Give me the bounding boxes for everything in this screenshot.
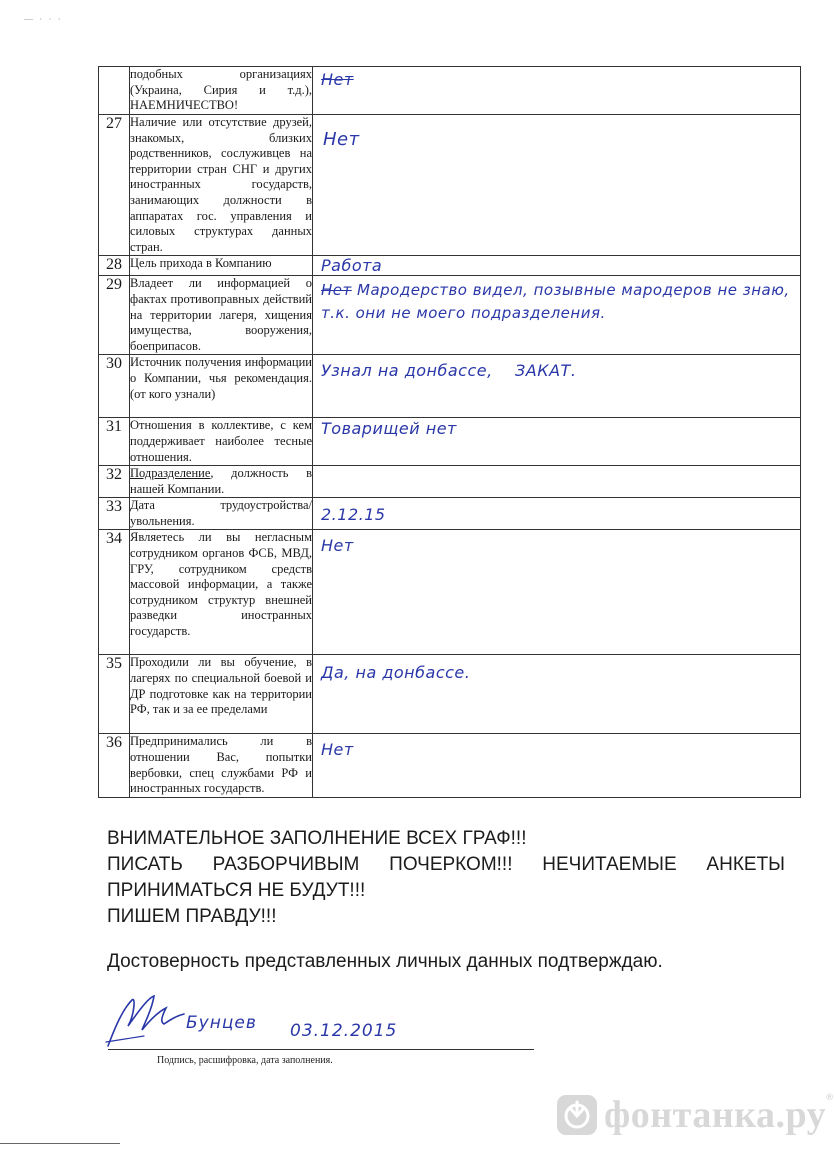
question-text: Цель прихода в Компанию	[130, 256, 313, 276]
signature-name: Бунцев	[186, 1013, 257, 1033]
table-row	[99, 256, 801, 276]
row-number: 35	[99, 655, 130, 734]
question-text: Владеет ли информацией о фактах противоправных действий на территории лагеря, хищения имущества, вооружения, боеприпасов.	[130, 276, 313, 355]
watermark-text: фонтанка.ру	[604, 1094, 827, 1136]
answer-cell	[313, 498, 801, 530]
table-row	[99, 530, 801, 655]
question-text: Источник получения информации о Компании, чья рекомендация. (от кого узнали)	[130, 355, 313, 418]
answer-handwritten: Нет	[321, 740, 354, 760]
question-text: подобных организациях (Украина, Сирия и т.д.), НАЕМНИЧЕСТВО!	[130, 67, 313, 115]
answer-cell	[313, 276, 801, 355]
scan-mark: — · · ·	[24, 14, 63, 24]
table-row	[99, 466, 801, 498]
question-text: Являетесь ли вы негласным сотрудником органов ФСБ, МВД, ГРУ, сотрудником средств массовой информации, а также сотрудником структур внешней разведки иностранных государств.	[130, 530, 313, 655]
answer-handwritten: Нет	[321, 536, 354, 556]
answer-handwritten: Товарищей нет	[321, 419, 457, 439]
question-text: Проходили ли вы обучение, в лагерях по специальной боевой и ДР подготовке как на территории РФ, так и за ее пределами	[130, 655, 313, 734]
row-number: 33	[99, 498, 130, 530]
fontanka-logo-icon	[556, 1094, 598, 1136]
answer-struck: Нет	[321, 70, 354, 89]
answer-cell	[313, 466, 801, 498]
signature-line	[108, 1049, 534, 1050]
page-edge-line	[0, 1143, 120, 1144]
questionnaire-table	[98, 66, 801, 798]
registered-mark: ®	[825, 1093, 834, 1103]
answer-handwritten-block	[321, 279, 791, 325]
answer-cell	[313, 418, 801, 466]
answer-cell	[313, 67, 801, 115]
row-number: 30	[99, 355, 130, 418]
notice-line: ПИСАТЬ РАЗБОРЧИВЫМ ПОЧЕРКОМ!!! НЕЧИТАЕМЫЕ АНКЕТЫ	[107, 854, 785, 875]
row-number: 28	[99, 256, 130, 276]
row-number: 36	[99, 734, 130, 798]
confirmation-text: Достоверность представленных личных данных подтверждаю.	[107, 951, 663, 972]
question-text: Отношения в коллективе, с кем поддерживает наиболее тесные отношения.	[130, 418, 313, 466]
question-underlined: Подразделение	[130, 466, 211, 481]
question-rest: , должность в нашей Компании.	[130, 466, 312, 496]
question-text: Наличие или отсутствие друзей, знакомых, близких родственников, сослуживцев на территории стран СНГ и других иностранных государств, занимающих должности в аппаратах гос. управления и силовых структурах данных стран.	[130, 115, 313, 256]
answer-handwritten: Нет	[323, 129, 360, 150]
answer-handwritten: Да, на донбассе.	[321, 663, 471, 683]
answer-handwritten: 2.12.15	[321, 505, 386, 525]
table-row	[99, 498, 801, 530]
row-number: 32	[99, 466, 130, 498]
notice-line: ПРИНИМАТЬСЯ НЕ БУДУТ!!!	[107, 880, 366, 901]
table-row	[99, 418, 801, 466]
answer-handwritten: Работа	[321, 256, 383, 276]
watermark	[556, 1093, 834, 1137]
row-number: 34	[99, 530, 130, 655]
signature-scribble	[104, 990, 194, 1050]
notice-block	[107, 826, 785, 930]
table-row	[99, 67, 801, 115]
answer-cell	[313, 256, 801, 276]
table-row	[99, 276, 801, 355]
table-row	[99, 355, 801, 418]
answer-struck: Нет	[321, 281, 352, 300]
notice-line: ПИШЕМ ПРАВДУ!!!	[107, 906, 277, 927]
table-row	[99, 655, 801, 734]
notice-line: ВНИМАТЕЛЬНОЕ ЗАПОЛНЕНИЕ ВСЕХ ГРАФ!!!	[107, 828, 527, 849]
row-number: 31	[99, 418, 130, 466]
answer-handwritten: Узнал на донбассе, ЗАКАТ.	[321, 361, 577, 381]
signature-caption: Подпись, расшифровка, дата заполнения.	[157, 1055, 333, 1066]
row-number: 27	[99, 115, 130, 256]
question-text: Предпринимались ли в отношении Вас, попытки вербовки, спец службами РФ и иностранных государств.	[130, 734, 313, 798]
row-number	[99, 67, 130, 115]
answer-cell	[313, 355, 801, 418]
answer-cell	[313, 734, 801, 798]
row-number: 29	[99, 276, 130, 355]
question-text: Дата трудоустройства/увольнения.	[130, 498, 313, 530]
table-row	[99, 115, 801, 256]
question-text	[130, 466, 313, 498]
answer-handwritten: Мародерство видел, позывные мародеров не знаю, т.к. они не моего подразделения.	[321, 281, 790, 323]
answer-cell	[313, 115, 801, 256]
answer-cell	[313, 655, 801, 734]
answer-cell	[313, 530, 801, 655]
signature-date: 03.12.2015	[290, 1021, 398, 1041]
table-row	[99, 734, 801, 798]
